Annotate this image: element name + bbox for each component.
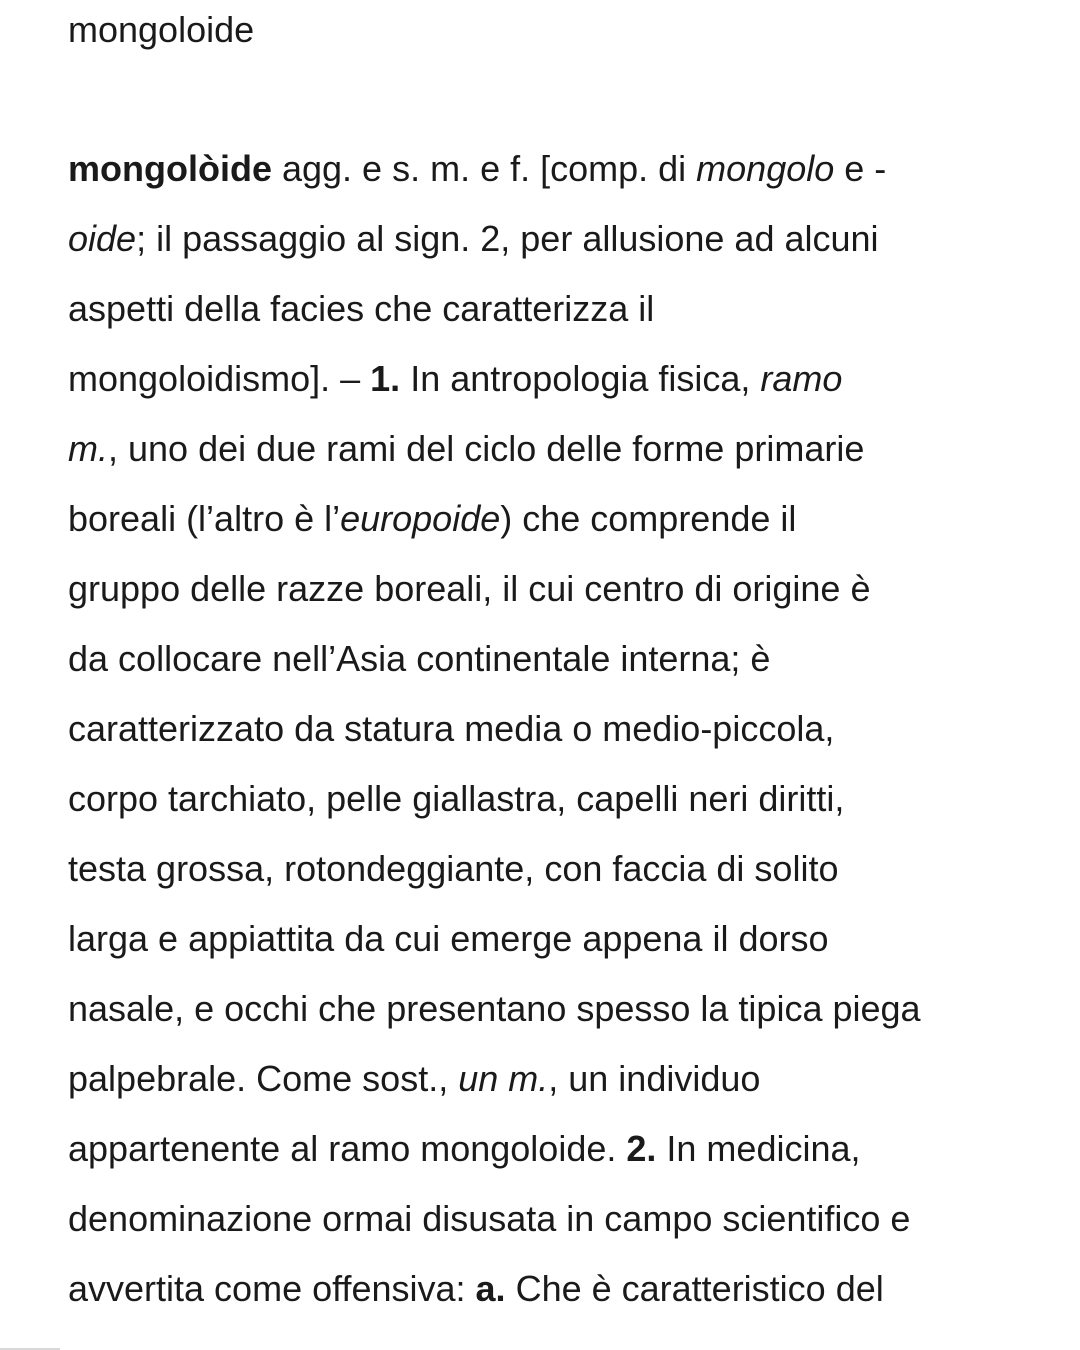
- entry-text: , uno dei due rami del ciclo delle forme primarie: [108, 428, 865, 469]
- entry-text: corpo tarchiato, pelle giallastra, capelli neri diritti,: [68, 778, 845, 819]
- dictionary-page: [68, 0, 1018, 1309]
- italic-text: oide: [68, 218, 137, 259]
- entry-text: e -: [834, 148, 887, 189]
- entry-text: In medicina,: [656, 1128, 861, 1169]
- entry-text: avvertita come offensiva:: [68, 1268, 476, 1309]
- entry-text: Che è caratteristico del: [505, 1268, 884, 1309]
- entry-text: ; il passaggio al sign. 2, per allusione ad alcuni: [136, 218, 879, 259]
- entry-text: nasale, e occhi che presentano spesso la tipica piega: [68, 988, 921, 1029]
- entry-text: caratterizzato da statura media o medio-piccola,: [68, 708, 835, 749]
- entry-line: [68, 344, 1018, 414]
- entry-line: [68, 134, 1018, 204]
- entry-text: mongoloidismo]. –: [68, 358, 371, 399]
- bold-text: a.: [475, 1268, 506, 1309]
- bold-text: 2.: [626, 1128, 657, 1169]
- entry-line: [68, 834, 1018, 904]
- entry-line: [68, 554, 1018, 624]
- italic-text: m.: [68, 428, 108, 469]
- italic-text: un m.: [458, 1058, 549, 1099]
- bold-text: mongolòide: [68, 148, 272, 189]
- entry-line: [68, 1254, 1018, 1324]
- entry-text: aspetti della facies che caratterizza il: [68, 288, 655, 329]
- entry-line: [68, 414, 1018, 484]
- italic-text: mongolo: [696, 148, 835, 189]
- entry-line: [68, 484, 1018, 554]
- entry-line: [68, 1184, 1018, 1254]
- italic-text: ramo: [760, 358, 843, 399]
- entry-line: [68, 694, 1018, 764]
- entry-text: appartenente al ramo mongoloide.: [68, 1128, 627, 1169]
- entry-text: agg. e s. m. e f. [comp. di: [271, 148, 697, 189]
- entry-line: [68, 974, 1018, 1044]
- entry-text: , un individuo: [548, 1058, 761, 1099]
- entry-line: [68, 274, 1018, 344]
- entry-text: boreali (l’altro è l’: [68, 498, 341, 539]
- entry-text: denominazione ormai disusata in campo scientifico e: [68, 1198, 911, 1239]
- entry-text: larga e appiattita da cui emerge appena il dorso: [68, 918, 829, 959]
- entry-line: [68, 764, 1018, 834]
- entry-text: da collocare nell’Asia continentale interna; è: [68, 638, 771, 679]
- entry-text: testa grossa, rotondeggiante, con faccia di solito: [68, 848, 839, 889]
- top-headword: mongoloide: [68, 9, 255, 50]
- entry-text: In antropologia fisica,: [400, 358, 761, 399]
- entry-line: [68, 904, 1018, 974]
- entry-line: [68, 1044, 1018, 1114]
- italic-text: europoide: [340, 498, 501, 539]
- entry-text: ) che comprende il: [500, 498, 797, 539]
- entry-line: [68, 1114, 1018, 1184]
- entry-line: [68, 204, 1018, 274]
- entry-line: [68, 624, 1018, 694]
- entry-text: gruppo delle razze boreali, il cui centro di origine è: [68, 568, 871, 609]
- dictionary-entry: [68, 134, 1018, 1324]
- entry-text: palpebrale. Come sost.,: [68, 1058, 459, 1099]
- bold-text: 1.: [370, 358, 401, 399]
